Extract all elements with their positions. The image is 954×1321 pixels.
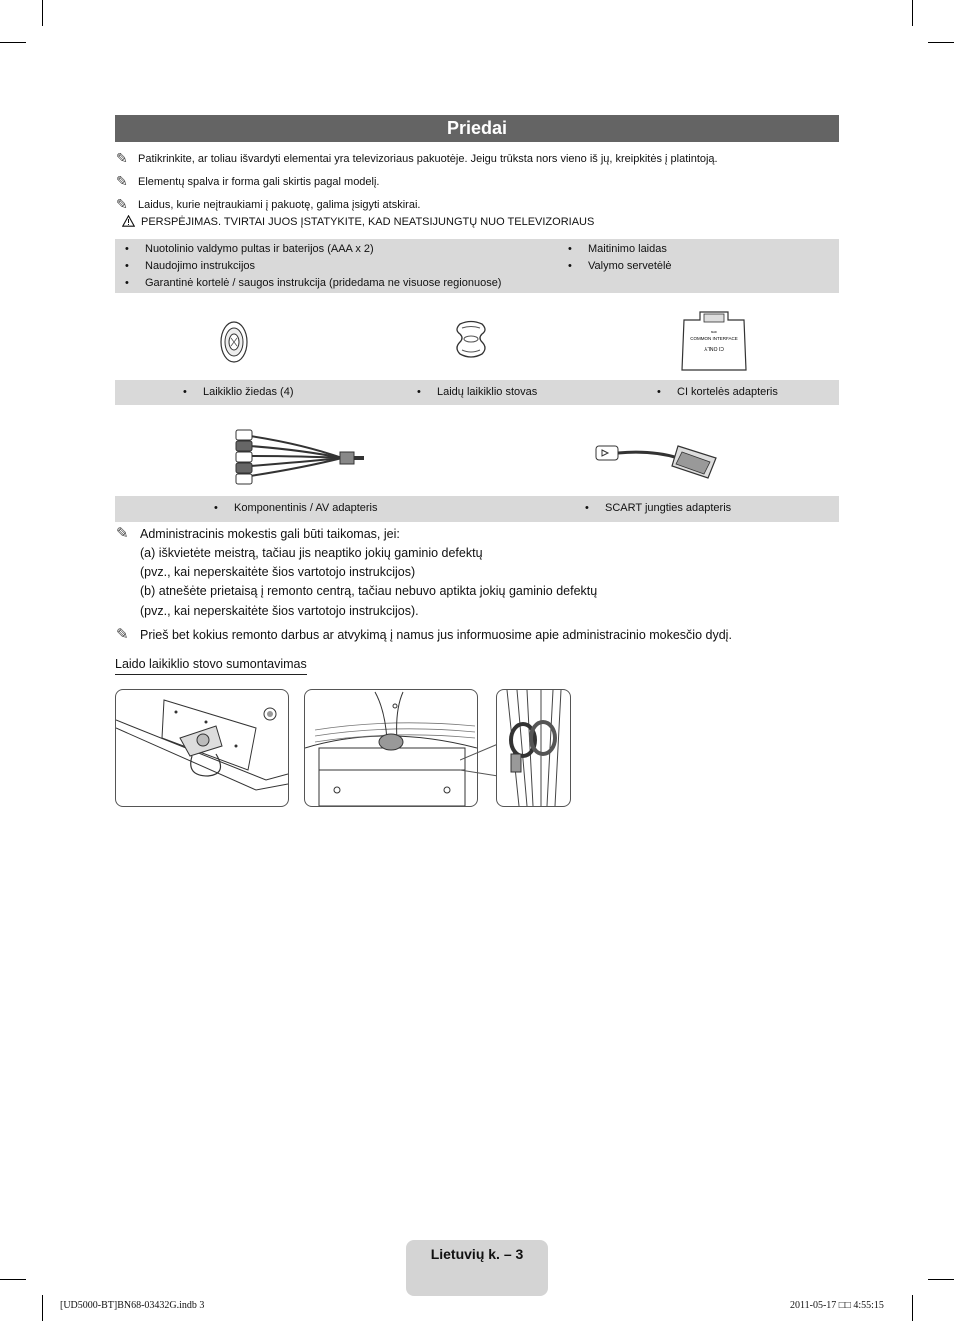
cable-stand-illustration [452, 320, 490, 360]
crop-mark [912, 1295, 913, 1321]
list-item: • CI kortelės adapteris [677, 385, 778, 399]
crop-mark [928, 1279, 954, 1280]
note-2: ✎ Elementų spalva ir forma gali skirtis pagal modelį. [116, 173, 380, 189]
assembly-step-3-illustration [497, 690, 570, 806]
list-item: • SCART jungties adapteris [605, 501, 731, 515]
note-3: ✎ Laidus, kurie neįtraukiami į pakuotę, galima įsigyti atskirai. [116, 196, 421, 212]
crop-mark [42, 0, 43, 26]
pencil-icon: ✎ [116, 196, 128, 212]
crop-mark [0, 1279, 26, 1280]
crop-mark [912, 0, 913, 26]
component-av-adapter-illustration [222, 424, 370, 486]
pencil-icon: ✎ [116, 150, 128, 166]
list-item: • Laidų laikiklio stovas [437, 385, 537, 399]
holder-ring-illustration [214, 318, 254, 366]
ci-card-label: COMMON INTERFACE [690, 336, 738, 341]
list-item: • Garantinė kortelė / saugos instrukcija (pridedama ne visuose regionuose) [145, 276, 501, 290]
fee-line: (a) iškvietėte meistrą, tačiau jis neaptiko jokių gaminio defektų [140, 546, 483, 560]
repair-note: ✎ Prieš bet kokius remonto darbus ar atvykimą į namus jus informuosime apie administracinio mokesčio dydį. [116, 626, 732, 643]
footer-file-name: [UD5000-BT]BN68-03432G.indb 3 [60, 1300, 205, 1311]
warning: PERSPĖJIMAS. TVIRTAI JUOS ĮSTATYKITE, KAD NEATSIJUNGTŲ NUO TELEVIZORIAUS [122, 215, 594, 229]
fee-note: ✎ Administracinis mokestis gali būti taikomas, jei: [116, 525, 400, 542]
list-item: • Komponentinis / AV adapteris [234, 501, 378, 515]
pencil-icon: ✎ [116, 525, 129, 542]
fee-line: (b) atnešėte prietaisą į remonto centrą, tačiau nebuvo aptikta jokių gaminio defektų [140, 584, 598, 598]
list-item: • Naudojimo instrukcijos [145, 259, 255, 273]
list-item: • Laikiklio žiedas (4) [203, 385, 293, 399]
page-title: Priedai [115, 115, 839, 142]
zoom-connector-lines [460, 740, 500, 780]
section-subheading: Laido laikiklio stovo sumontavimas [115, 657, 307, 675]
pencil-icon: ✎ [116, 173, 128, 189]
fee-line: (pvz., kai neperskaitėte šios vartotojo instrukcijos) [140, 565, 416, 579]
note-1: ✎ Patikrinkite, ar toliau išvardyti elementai yra televizoriaus pakuotėje. Jeigu trūksta nors vieno iš jų, kreipkitės į platintoją. [116, 150, 718, 166]
fee-line: (pvz., kai neperskaitėte šios vartotojo instrukcijos). [140, 604, 419, 618]
assembly-step-3-panel [496, 689, 571, 807]
assembly-step-2-panel [304, 689, 478, 807]
page-number: Lietuvių k. – 3 [406, 1240, 548, 1296]
crop-mark [42, 1295, 43, 1321]
crop-mark [928, 42, 954, 43]
assembly-step-1-panel [115, 689, 289, 807]
ci-card-label: CI ONLY [704, 345, 724, 351]
list-item: • Nuotolinio valdymo pultas ir baterijos (AAA x 2) [145, 242, 374, 256]
pencil-icon: ✎ [116, 626, 129, 643]
list-item: • Maitinimo laidas [588, 242, 667, 256]
ci-card-label: ᴹᴬᴰ [711, 330, 717, 335]
crop-mark [0, 42, 26, 43]
ci-card-adapter-illustration [678, 310, 750, 372]
warning-icon [122, 215, 135, 227]
assembly-step-2-illustration [305, 690, 477, 806]
footer-timestamp: 2011-05-17 □□ 4:55:15 [790, 1300, 884, 1311]
scart-adapter-illustration [592, 436, 722, 480]
list-item: • Valymo servetėlė [588, 259, 672, 273]
assembly-step-1-illustration [116, 690, 288, 806]
